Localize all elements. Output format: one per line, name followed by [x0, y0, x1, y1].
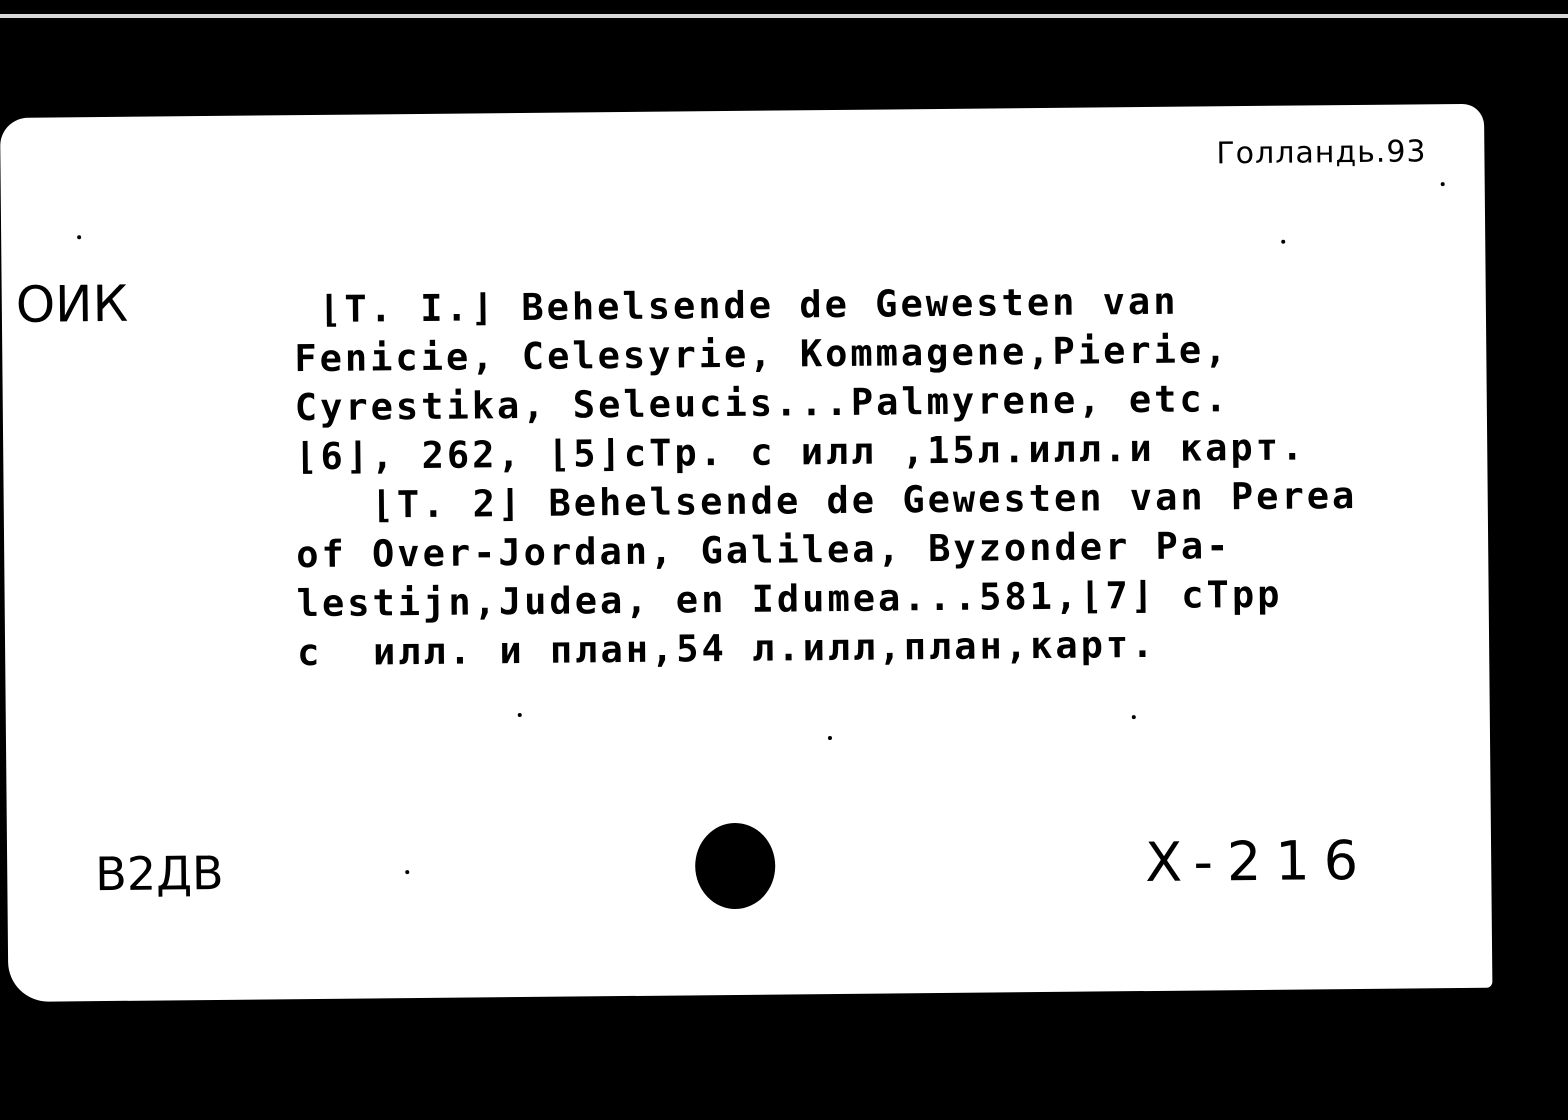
dust-speck [828, 736, 832, 740]
dust-speck [77, 235, 81, 239]
dust-speck [518, 713, 522, 717]
typed-line: Cyrestika, Seleucis...Palmyrene, etc. [294, 377, 1231, 430]
dust-speck [1132, 715, 1136, 719]
dust-speck [1441, 182, 1445, 186]
typed-line: ⌊T. I.⌋ Behelsende de Gewesten van [293, 279, 1179, 332]
scan-edge-line [0, 14, 1568, 18]
catalog-card [0, 104, 1492, 1002]
typed-line: с илл. и план,54 л.илл,план,карт. [296, 622, 1157, 675]
punch-hole [695, 823, 776, 910]
typed-line: Fenicie, Celesyrie, Kommagene,Pierie, [294, 328, 1230, 381]
typed-line: ⌊6⌋, 262, ⌊5⌋сТр. с илл ,15л.илл.и карт. [295, 425, 1307, 479]
typed-line: of Over-Jordan, Galilea, Byzonder Pa- [295, 524, 1232, 577]
typed-description [294, 275, 1359, 677]
left-mark: ОИК [15, 274, 129, 334]
typed-line: lestijn,Judea, en Idumea...581,⌊7⌋ сТрр [296, 572, 1283, 626]
bottom-right-code: X-216 [1144, 828, 1373, 895]
corner-note: Голландь.93 [1216, 134, 1427, 172]
dust-speck [1281, 240, 1285, 244]
dust-speck [405, 870, 409, 874]
bottom-left-code: B2ДB [95, 845, 224, 902]
typed-line: ⌊T. 2⌋ Behelsende de Gewesten van Perea [295, 473, 1358, 528]
